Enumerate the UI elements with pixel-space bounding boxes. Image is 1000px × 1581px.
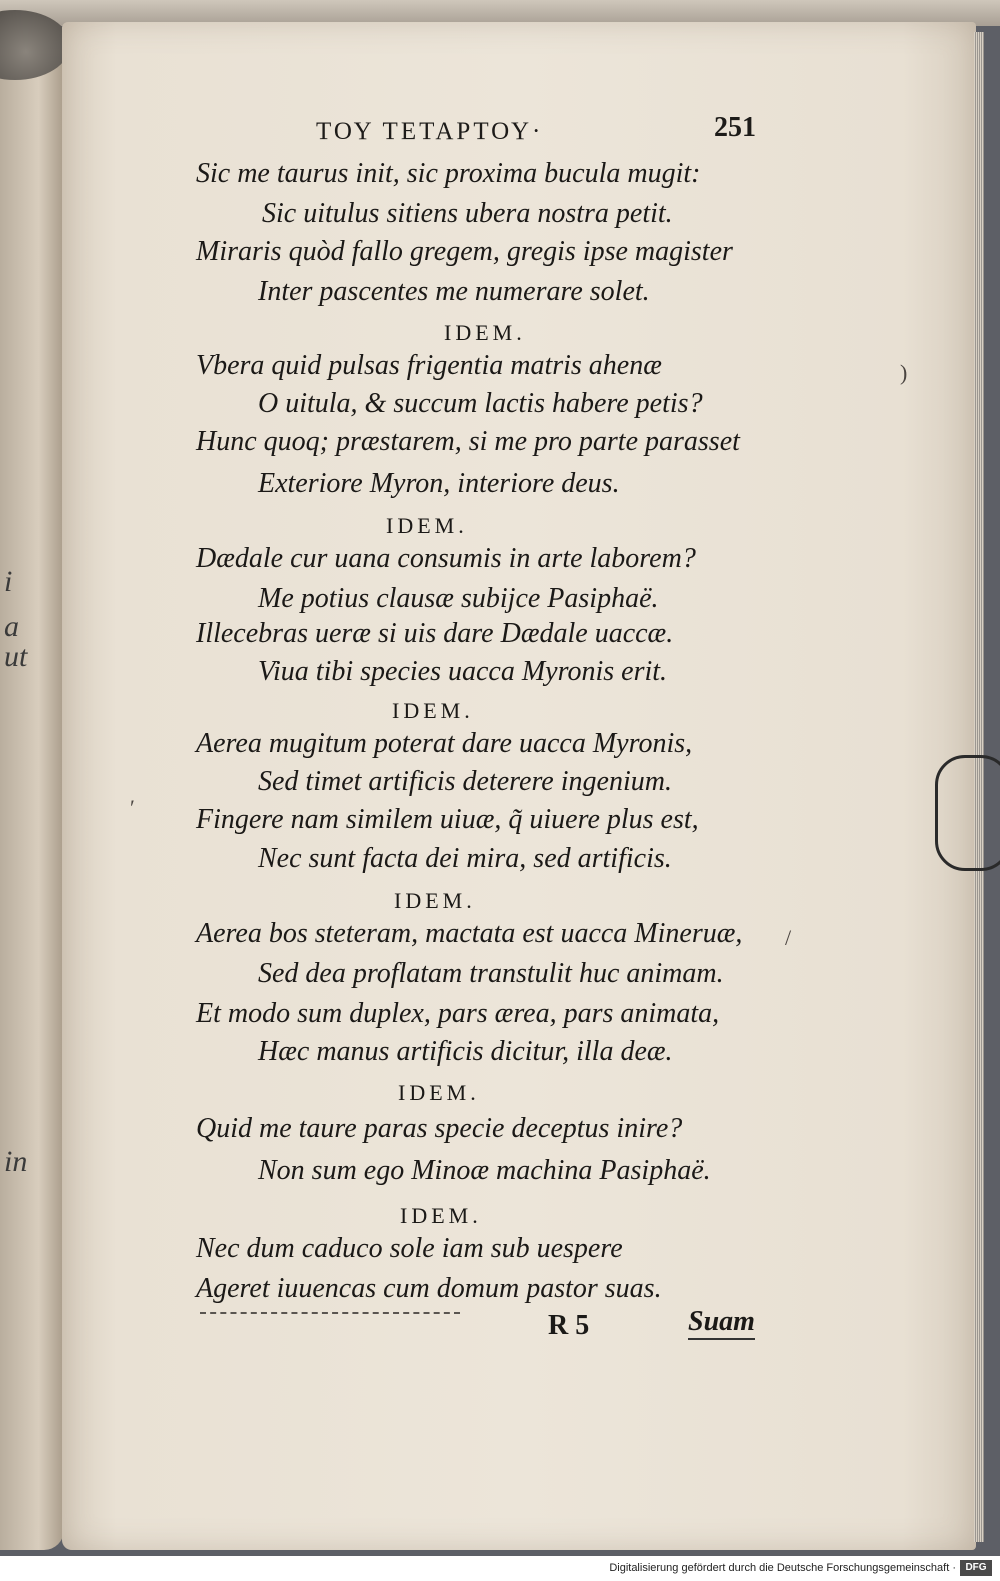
verse-line: Non sum ego Minoæ machina Pasiphaë. <box>258 1155 711 1186</box>
section-heading: IDEM. <box>400 1203 482 1228</box>
verse-line: O uitula, & succum lactis habere petis? <box>258 388 703 419</box>
verse-line: Aerea mugitum poterat dare uacca Myronis, <box>196 728 693 759</box>
section-heading: IDEM. <box>392 698 474 723</box>
section-heading: IDEM. <box>386 513 468 538</box>
verse-line: Sed timet artificis deterere ingenium. <box>258 766 672 797</box>
verse-line: Sed dea proflatam transtulit huc animam. <box>258 958 724 989</box>
signature-mark: R 5 <box>548 1310 590 1341</box>
ink-speck: ) <box>900 360 908 385</box>
verse-line: Exteriore Myron, interiore deus. <box>258 468 620 499</box>
verse-line: Aerea bos steteram, mactata est uacca Mineruæ, <box>196 918 743 949</box>
verse-line: Sic uitulus sitiens ubera nostra petit. <box>262 198 673 229</box>
footer-bar <box>0 1556 1000 1581</box>
section-heading: IDEM. <box>398 1080 480 1105</box>
verse-line: Quid me taure paras specie deceptus inire? <box>196 1113 683 1144</box>
verse-line: Me potius clausæ subijce Pasiphaë. <box>258 583 659 614</box>
facing-page-fragment: in <box>4 1145 28 1178</box>
verse-line: Nec dum caduco sole iam sub uespere <box>196 1233 623 1264</box>
verse-line: Hunc quoq; præstarem, si me pro parte parasset <box>196 426 740 457</box>
verse-line: Fingere nam similem uiuæ, q̃ uiuere plus est, <box>196 804 699 835</box>
funding-credit: Digitalisierung gefördert durch die Deutsche Forschungsgemeinschaft · <box>609 1562 956 1574</box>
section-heading: IDEM. <box>394 888 476 913</box>
verse-line: Illecebras ueræ si uis dare Dædale uaccæ. <box>196 618 674 649</box>
underline-rule <box>200 1312 460 1314</box>
ink-speck: / <box>785 925 792 950</box>
verse-line: Nec sunt facta dei mira, sed artificis. <box>258 843 672 874</box>
facing-page-fragment: i <box>4 565 13 598</box>
section-heading: IDEM. <box>444 320 526 345</box>
facing-page-fragment: a <box>4 610 19 643</box>
verse-line: Et modo sum duplex, pars ærea, pars animata, <box>196 998 720 1029</box>
dfg-logo: DFG <box>960 1560 992 1576</box>
facing-page-fragment: ut <box>4 640 28 673</box>
catchword: Suam <box>688 1306 755 1340</box>
verse-line: Hæc manus artificis dicitur, illa deæ. <box>258 1036 673 1067</box>
verse-line: Viua tibi species uacca Myronis erit. <box>258 656 668 687</box>
verse-line: Sic me taurus init, sic proxima bucula mugit: <box>196 158 701 189</box>
verse-line: Miraris quòd fallo gregem, gregis ipse magister <box>196 236 733 267</box>
verse-line: Ageret iuuencas cum domum pastor suas. <box>196 1273 662 1304</box>
ink-speck: ′ <box>130 795 135 820</box>
verse-line: Vbera quid pulsas frigentia matris ahenæ <box>196 350 662 381</box>
verse-line: Dædale cur uana consumis in arte laborem? <box>196 543 696 574</box>
page-number: 251 <box>714 112 756 143</box>
verse-line: Inter pascentes me numerare solet. <box>258 276 650 307</box>
running-head: ΤΟΥ ΤΕΤΑΡΤΟΥ· <box>316 118 544 145</box>
